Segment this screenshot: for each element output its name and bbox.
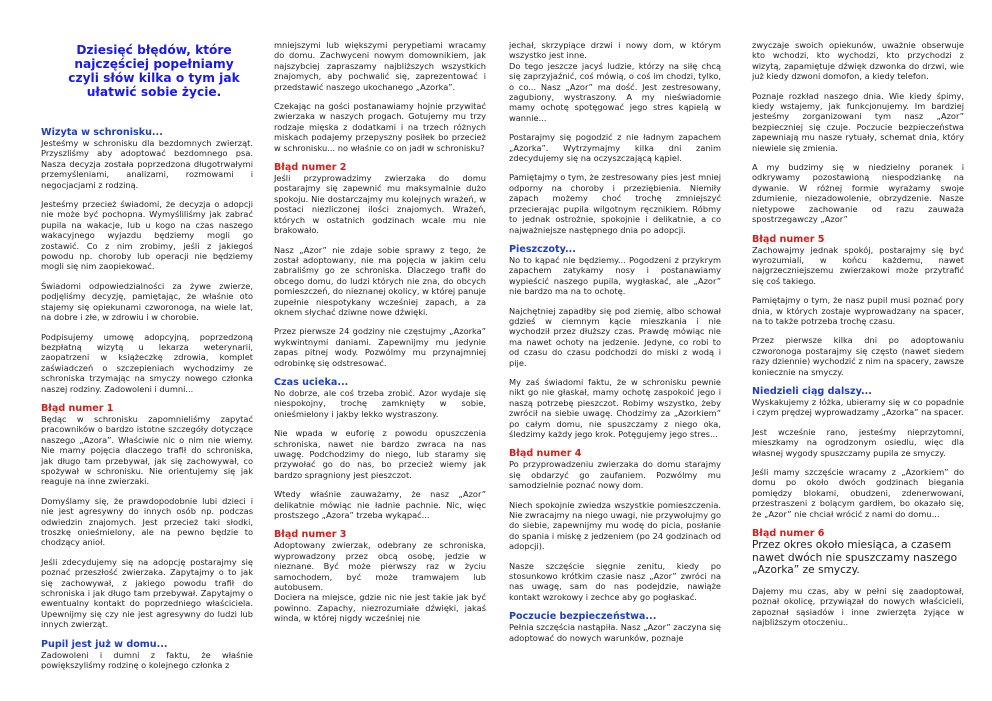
error-heading: Błąd numer 4 bbox=[509, 448, 582, 460]
paragraph: Zadowoleni i dumni z faktu, że właśnie powiększyliśmy rodzinę o kolejnego członka z bbox=[41, 649, 253, 671]
error-heading: Błąd numer 6 bbox=[752, 528, 825, 540]
paragraph: Podpisujemy umowę adopcyjną, poprzedzoną bezpłatną wizytą u lekarza weterynarii, zaopatrzeni w książeczkę zdrowia, komplet zaświadczeń o szczepieniach wychodzimy ze schroniska trzymając na smyczy nowego członka naszej rodziny. Zadowoleni i dumni... bbox=[41, 331, 253, 394]
paragraph: Jeśli mamy szczęście wracamy z „Azorkiem” do domu po około dwóch godzinach biegania pomiędzy blokami, obudzeni, zdenerwowani, przestraszeni z bolącym gardłem, bo okazało się, że „Azor” nie chciał wrócić z nami do domu... bbox=[752, 467, 964, 519]
paragraph: jechał, skrzypiące drzwi i nowy dom, w którym wszystko jest inne. Do tego jeszcze jacyś ludzie, którzy na siłę chcą się zaprzyjaźnić, coś mówią, o coś im chodzi, tylko, o co... Nasz „Azor” ma dość. Jest zestresowany, zagubiony, wystraszony. A my nieświadomie mamy ochotę spotęgować jego stres kąpielą w wannie... bbox=[509, 40, 721, 123]
column-4 bbox=[752, 40, 964, 636]
paragraph: Niech spokojnie zwiedza wszystkie pomieszczenia. Nie zwracajmy na niego uwagi, nie przywołujmy go do siebie, zapewnijmy mu wodę do picia, posłanie do spania i miskę z jedzeniem (po 24 godzinach od adopcji). bbox=[509, 499, 721, 552]
section-heading: Poczucie bezpieczeństwa... bbox=[509, 611, 657, 623]
paragraph: Poznaje rozkład naszego dnia. Wie kiedy śpimy, kiedy wstajemy, jak funkcjonujemy. Im bardziej jesteśmy zorganizowani tym nasz „Azor” bezpieczniej się czuje. Poczucie bezpieczeństwa zapewniają mu nasze rytuały, schemat dnia, który niewiele się zmienia. bbox=[752, 90, 964, 153]
section-heading: Pupil jest już w domu... bbox=[41, 638, 168, 650]
paragraph: No to kąpać nie będziemy... Pogodzeni z przykrym zapachem zatykamy nosy i postanawiamy wypieścić naszego pupila, wygłaskać, ale „Azor” nie bardzo ma na to ochotę. bbox=[509, 254, 721, 297]
paragraph: Nasz „Azor” nie zdaje sobie sprawy z tego, że został adoptowany, nie ma pojęcia w jakim celu zabraliśmy go ze schroniska. Dlaczego trafił do obcego domu, do ludzi których nie zna, do obcych pomieszczeń, do nieznanej okolicy, w której panuje zupełnie niespotykany wcześniej zapach, a za oknem słychać dziwne nowe dźwięki. bbox=[274, 244, 486, 317]
paragraph: Świadomi odpowiedzialności za żywe zwierze, podjęliśmy decyzję, pamiętając, że właśnie oto stajemy się opiekunami czworonoga, na wiele lat, na dobre i złe, w zdrowiu i w chorobie. bbox=[41, 280, 253, 323]
column-2 bbox=[274, 40, 486, 633]
paragraph: A my budzimy się w niedzielny poranek i odkrywamy pozostawioną niespodziankę na dywanie. W różnej formie wyrażamy swoje zdumienie, niezadowolenie, obrzydzenie. Nasze nietypowe zachowanie od razu zauważa spostrzegawczy „Azor” bbox=[752, 162, 964, 225]
paragraph: Jeśli przyprowadzimy zwierzaka do domu postarajmy się zapewnić mu maksymalnie dużo spokoju. Nie dostarczajmy mu kolejnych wrażeń, w postaci niezliczonej ilości znajomych. Wrażeń, których w ostatnich godzinach wcale mu nie brakowało. bbox=[274, 173, 486, 236]
paragraph: Pamiętajmy o tym, że zestresowany pies jest mniej odporny na choroby i przeziębienia. Niemiły zapach możemy choć trochę zmniejszyć przecierając pupila wilgotnym ręcznikiem. Róbmy to jednak ostrożnie, spokojnie i delikatnie, a co najważniejsze następnego dnia po adopcji. bbox=[509, 172, 721, 235]
paragraph: Jeśli zdecydujemy się na adopcję postarajmy się poznać przeszłość zwierzaka. Zapytajmy o to jak się zachowywał, z jakiego powodu trafił do schroniska i jak długo tam przebywał. Zapytajmy o ewentualny kontakt do poprzedniego właściciela. Upewnijmy się czy nie jest agresywny do ludzi lub innych zwierząt. bbox=[41, 556, 253, 630]
paragraph: Jest wcześnie rano, jesteśmy nieprzytomni, mieszkamy na ogrodzonym osiedlu, więc dla własnej wygody spuszczamy pupila ze smyczy. bbox=[752, 426, 964, 458]
paragraph: Przez okres około miesiąca, a czasem nawet dwóch nie spuszczamy naszego „Azorka” ze smyczy. bbox=[752, 539, 958, 577]
document-title: Dziesięć błędów, które najczęściej popełniamy czyli słów kilka o tym jak ułatwić sobie życie. bbox=[68, 43, 240, 99]
paragraph: Jesteśmy przecież świadomi, że decyzja o adopcji nie może być pochopna. Wymyśliliśmy jak zabrać pupila na wakacje, lub u kogo na czas naszego wakacyjnego wyjazdu będziemy mogli go zostawić. Co z nim zrobimy, jeśli z jakiegoś powodu np. choroby lub operacji nie będziemy mogli się nim zaopiekować. bbox=[41, 199, 253, 272]
column-1 bbox=[41, 40, 253, 679]
section-heading: Niedzieli ciąg dalszy... bbox=[752, 385, 872, 397]
paragraph: Przez pierwsze kilka dni po adoptowaniu czworonoga postarajmy się często (nawet siedem razy dziennie) wychodzić z nim na spacery, zawsze koniecznie na smyczy. bbox=[752, 335, 964, 377]
section-heading: Wizyta w schronisku... bbox=[41, 127, 163, 138]
paragraph: Najchętniej zapadłby się pod ziemię, albo schował gdzieś w ciemnym kącie mieszkania i nie wychodził przez dłuższy czas. Prawdę mówiąc nie ma nawet ochoty na jedzenie. Jedyne, co robi to od czasu do czasu podchodzi do miski z wodą i pije. bbox=[509, 305, 721, 368]
paragraph: Nasze szczęście sięgnie zenitu, kiedy po stosunkowo krótkim czasie nasz „Azor” zwróci na nas uwagę, sam do nas podejdzie, nawiąże kontakt wzrokowy i zechce aby go pogłaskać. bbox=[509, 560, 721, 602]
paragraph: Będąc w schronisku zapomnieliśmy zapytać pracowników o bardzo istotne szczegóły dotyczące naszego „Azora”. Właściwie nic o nim nie wiemy. Nie mamy pojęcia dlaczego trafił do schroniska, jak długo tam przebywał, jak się zachowywał, co spożywał w schronisku. Nie orientujemy się jak reaguje na inne zwierzaki. bbox=[41, 413, 253, 487]
paragraph: Wtedy właśnie zauważamy, że nasz „Azor” delikatnie mówiąc nie ładnie pachnie. Nic, więc prostszego „Azora” trzeba wykąpać... bbox=[274, 489, 486, 521]
paragraph: My zaś świadomi faktu, że w schronisku pewnie nikt go nie głaskał, mamy ochotę zaspokoić jego i naszą potrzebę pieszczot. Robimy wszystko, żeby zwrócił na siebie uwagę. Chodzimy za „Azorkiem” po całym domu, nie spuszczamy z niego oka, śledzimy każdy jego krok. Potęgujemy jego stres... bbox=[509, 376, 721, 439]
error-heading: Błąd numer 3 bbox=[274, 529, 347, 541]
paragraph: Pamiętajmy o tym, że nasz pupil musi poznać pory dnia, w których zostaje wyprowadzany na spacer, na to także potrzeba trochę czasu. bbox=[752, 295, 964, 326]
error-heading: Błąd numer 2 bbox=[274, 162, 347, 174]
paragraph: Czekając na gości postanawiamy hojnie przywitać zwierzaka w naszych progach. Gotujemy mu trzy rodzaje mięska z dodatkami i na trzech różnych miskach podajemy przepyszny posiłek bo przecież w schronisku... no właśnie co on jadł w schronisku? bbox=[274, 101, 486, 153]
paragraph: Nie wpada w euforię z powodu opuszczenia schroniska, nawet nie bardzo zwraca na nas uwagę. Podchodzimy do niego, lub staramy się przywołać go do nas, bo przecież wiemy jak bardzo spragniony jest pieszczot. bbox=[274, 428, 486, 480]
paragraph: Dajemy mu czas, aby w pełni się zaadoptował, poznał okolicę, przywiązał do nowych właścicieli, zapoznał sąsiadów i inne zwierzęta żyjące w najbliższym otoczeniu.. bbox=[752, 585, 964, 628]
paragraph: zwyczaje swoich opiekunów, uważnie obserwuje kto wchodzi, kto wychodzi, kto przychodzi z wizytą, zapamiętuje dźwięk dzwonka do drzwi, wie już kiedy dzwoni domofon, a kiedy telefon. bbox=[752, 40, 964, 82]
paragraph: No dobrze, ale coś trzeba zrobić. Azor wydaje się niespokojny, trochę zamknięty w sobie, onieśmielony i jakby lekko wystraszony. bbox=[274, 387, 486, 419]
error-heading: Błąd numer 1 bbox=[41, 402, 114, 414]
section-heading: Pieszczoty... bbox=[509, 243, 576, 255]
paragraph: Adoptowany zwierzak, odebrany ze schroniska, wyprowadzony przez obcą osobę, jedzie w nieznane. Być może pierwszy raz w życiu samochodem, być może tramwajem lub autobusem. Dociera na miejsce, gdzie nic nie jest takie jak być powinno. Zapachy, niezrozumiałe dźwięki, jakaś winda, w której nigdy wcześniej nie bbox=[274, 540, 486, 624]
error-heading: Błąd numer 5 bbox=[752, 233, 825, 245]
paragraph: Pełnia szczęścia nastąpiła. Nasz „Azor” zaczyna się adoptować do nowych warunków, poznaje bbox=[509, 622, 721, 643]
paragraph: Przez pierwsze 24 godziny nie częstujmy „Azorka” wykwintnymi daniami. Zapewnijmy mu jedynie zapas pitnej wody. Pozwólmy mu przynajmniej odrobinkę się odstresować. bbox=[274, 326, 486, 368]
paragraph: Postarajmy się pogodzić z nie ładnym zapachem „Azorka”. Wytrzymajmy kilka dni zanim zdecydujemy się na oczyszczającą kąpiel. bbox=[509, 132, 721, 164]
paragraph: Zachowajmy jednak spokój, postarajmy się być wyrozumiali, w końcu każdemu, nawet najgrzeczniejszemu zwierzakowi może przytrafić się coś takiego. bbox=[752, 244, 964, 286]
paragraph: mniejszymi lub większymi perypetiami wracamy do domu. Zachwyceni nowym domownikiem, jak najszybciej zapraszamy najbliższych wszystkich znajomych, aby pochwalić się, zaprezentować i przedstawić naszego ukochanego „Azorka”. bbox=[274, 40, 486, 92]
section-heading: Czas ucieka... bbox=[274, 376, 349, 388]
paragraph: Domyślamy się, że prawdopodobnie lubi dzieci i nie jest agresywny do innych osób np. podczas odwiedzin znajomych. Jest przecież taki słodki, troszkę onieśmielony, ale na pewno będzie to chodzący anioł. bbox=[41, 495, 253, 548]
column-3 bbox=[509, 40, 721, 652]
paragraph: Po przyprowadzeniu zwierzaka do domu starajmy się obdarzyć go zaufaniem. Pozwólmy mu samodzielnie poznać nowy dom. bbox=[509, 459, 721, 491]
paragraph: Wyskakujemy z łóżka, ubieramy się w co popadnie i czym prędzej wyprowadzamy „Azorka” na spacer. bbox=[752, 396, 964, 418]
paragraph: Jesteśmy w schronisku dla bezdomnych zwierząt. Przyszliśmy aby adoptować bezdomnego psa. Nasza decyzja została poprzedzona długotrwałymi przemyśleniami, analizami, rozmowami i negocjacjami z rodziną. bbox=[41, 138, 253, 190]
